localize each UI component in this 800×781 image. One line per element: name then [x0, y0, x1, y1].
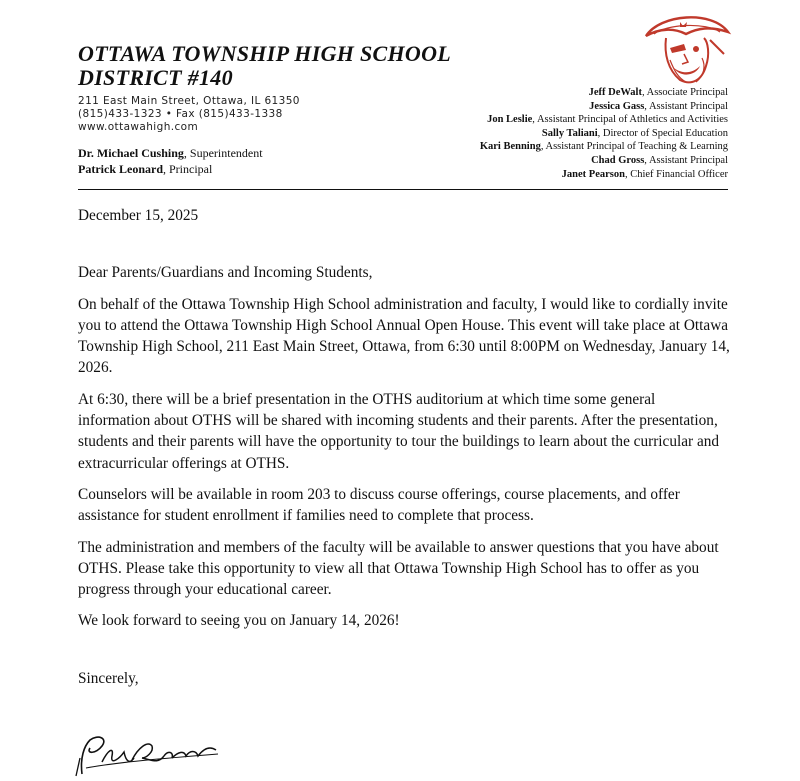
street-address: 211 East Main Street, Ottawa, IL 61350	[78, 95, 300, 107]
staff-title: , Assistant Principal	[644, 154, 728, 166]
school-name-line1: OTTAWA TOWNSHIP HIGH SCHOOL	[78, 41, 452, 66]
staff-title: , Assistant Principal	[644, 100, 728, 112]
closing: Sincerely,	[78, 669, 139, 687]
staff-item	[480, 100, 728, 114]
district-leaders	[78, 145, 263, 177]
letter-date: December 15, 2025	[78, 207, 199, 224]
paragraph-faculty: The administration and members of the faculty will be available to answer questions that you have about OTHS. Please take this opportunity to view all that Ottawa Township High School has to offer as you progress through your educational career.	[78, 538, 719, 599]
staff-item	[480, 86, 728, 100]
phone-fax: (815)433-1323 • Fax (815)433-1338	[78, 108, 283, 120]
staff-title: , Director of Special Education	[597, 127, 728, 139]
staff-item	[480, 154, 728, 168]
school-name	[78, 42, 451, 90]
school-name-line2: DISTRICT #140	[78, 65, 233, 90]
staff-title: , Assistant Principal of Teaching & Learning	[540, 141, 728, 153]
principal	[78, 161, 263, 177]
staff-item	[480, 140, 728, 154]
staff-name: Kari Benning	[479, 141, 541, 153]
staff-item	[480, 168, 728, 182]
handwritten-signature	[68, 728, 228, 780]
salutation: Dear Parents/Guardians and Incoming Students,	[78, 264, 373, 282]
staff-item	[480, 113, 728, 127]
staff-name: Sally Taliani	[541, 127, 598, 139]
staff-title: , Assistant Principal of Athletics and Activities	[532, 114, 728, 126]
staff-name: Chad Gross	[591, 154, 645, 166]
staff-list	[480, 86, 728, 181]
principal-name: Patrick Leonard	[78, 162, 163, 176]
letter-body	[78, 205, 730, 699]
staff-title: , Associate Principal	[641, 87, 728, 98]
staff-title: , Chief Financial Officer	[624, 168, 728, 180]
letterhead-divider	[78, 189, 728, 190]
website: www.ottawahigh.com	[78, 121, 199, 133]
paragraph-invitation: On behalf of the Ottawa Township High School administration and faculty, I would like to cordially invite you to attend the Ottawa Township High School Annual Open House. This event will take place at Ottawa Township High School, 211 East Main Street, Ottawa, from 6:30 until 8:00PM on Wednesday, January 14, 2026.	[78, 295, 730, 377]
staff-item	[480, 127, 728, 141]
paragraph-presentation: At 6:30, there will be a brief presentation in the OTHS auditorium at which time some general information about OTHS will be shared with incoming students and their parents. After the presentation, students and their parents will have the opportunity to tour the buildings to learn about the curricular and extracurricular offerings at OTHS.	[78, 390, 720, 472]
staff-name: Jeff DeWalt	[588, 87, 642, 98]
superintendent-name: Dr. Michael Cushing	[78, 146, 184, 160]
paragraph-counselors: Counselors will be available in room 203 to discuss course offerings, course placements, and offer assistance for student enrollment if families need to complete that process.	[78, 485, 680, 525]
staff-name: Janet Pearson	[561, 168, 625, 180]
superintendent-title: , Superintendent	[183, 146, 263, 160]
staff-name: Jessica Gass	[589, 100, 645, 112]
principal-title: , Principal	[163, 162, 213, 176]
paragraph-closing-note: We look forward to seeing you on January 14, 2026!	[78, 612, 400, 630]
contact-block	[78, 95, 300, 134]
staff-name: Jon Leslie	[487, 114, 533, 126]
pirate-mascot-logo	[640, 10, 732, 88]
superintendent	[78, 145, 263, 161]
